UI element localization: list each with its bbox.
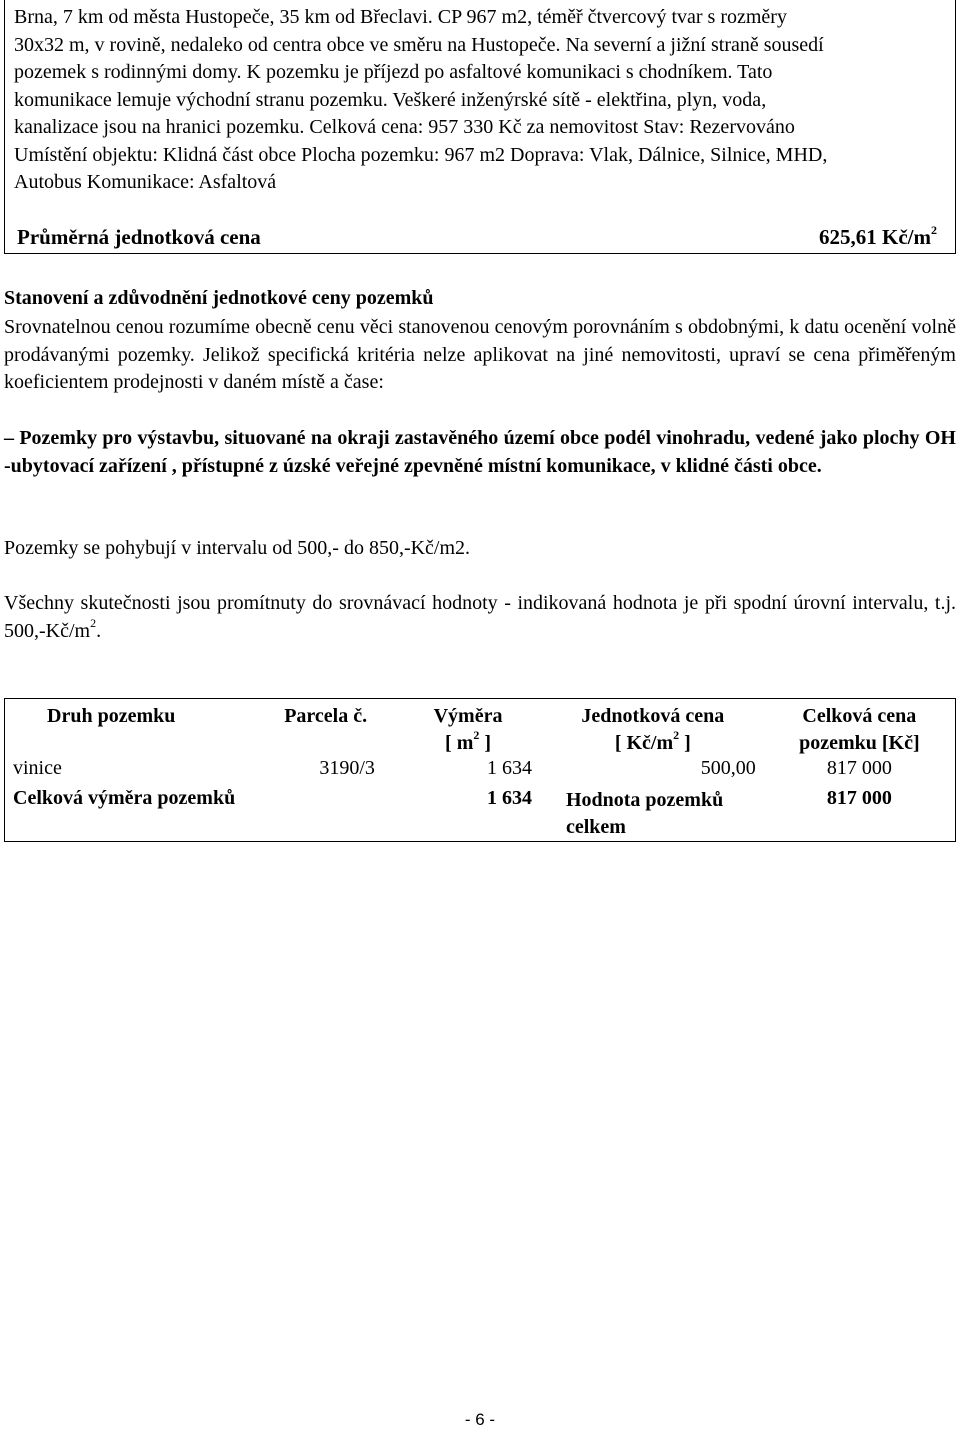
cell-unit-price: 500,00 [700,757,756,779]
total-area-value: 1 634 [486,787,532,809]
header-total-price: Celková cena pozemku [Kč] [799,705,920,754]
conclusion-paragraph: Všechny skutečnosti jsou promítnuty do srovnávací hodnoty - indikovaná hodnota je při spodní úrovní intervalu, t.j. $500,-Kč/m^2$. [4,592,956,642]
price-range-paragraph: Pozemky se pohybují v intervalu od 500,- do 850,-Kč/m2. [4,537,471,559]
table-header-row [5,699,956,758]
table-total-row [5,785,956,842]
section-intro-paragraph: Srovnatelnou cenou rozumíme obecně cenu věci stanovenou cenovým porovnáním s obdobnými, k datu ocenění volně prodávanými pozemky. Jelikož specifická kritéria nelze aplikovat na jiné nemovitosti, upraví se cena přiměřeným koeficientem prodejnosti v daném místě a čase: [4,316,956,393]
total-area-label: Celková výměra pozemků [13,787,236,809]
property-description: Brna, 7 km od města Hustopeče, 35 km od Břeclavi. CP 967 m2, téměř čtvercový tvar s rozměry 30x32 m, v rovině, nedaleko od centra obce ve směru na Hustopeče. Na severní a jižní straně sousedí pozemek s rodinnými domy. K pozemku je příjezd po asfaltové komunikaci s chodníkem. Tato komunikace lemuje východní stranu pozemku. Veškeré inženýrské sítě - elektřina, plyn, voda, kanalizace jsou na hranici pozemku. Celková cena: 957 330 Kč za nemovitost Stav: Rezervováno Umístění objektu: Klidná část obce Plocha pozemku: 967 m2 Doprava: Vlak, Dálnice, Silnice, MHD, Autobus Komunikace: Asfaltová [14,6,828,193]
header-area: Výměra [ $m^2$ ] [433,705,503,754]
page-number: - 6 - [464,1410,496,1429]
table-row [5,757,956,785]
cell-area: 1 634 [486,757,532,779]
header-land-type: Druh pozemku [47,705,176,727]
cell-land-type: vinice [13,757,62,779]
property-info-box [4,0,956,254]
cell-parcel-number: 3190/3 [319,757,375,779]
total-value-label: Hodnota pozemků celkem [565,789,724,838]
cell-total-price: 817 000 [826,757,892,779]
section-heading: Stanovení a zdůvodnění jednotkové ceny pozemků [4,287,434,309]
header-unit-price: Jednotková cena [ $Kč/m^2$ ] [581,705,725,754]
total-value: 817 000 [826,787,892,809]
average-unit-price-value: 625,61 $Kč/m^2$ [819,223,937,249]
average-unit-price-label: Průměrná jednotková cena [17,225,261,249]
header-parcel-number: Parcela č. [284,705,368,727]
land-description-bullet: – Pozemky pro výstavbu, situované na okraji zastavěného území obce podél vinohradu, vedené jako plochy OH -ubytovací zařízení , přístupné z úzské veřejné zpevněné místní komunikace, v klidné části obce. [4,427,956,477]
land-valuation-table [4,698,956,842]
